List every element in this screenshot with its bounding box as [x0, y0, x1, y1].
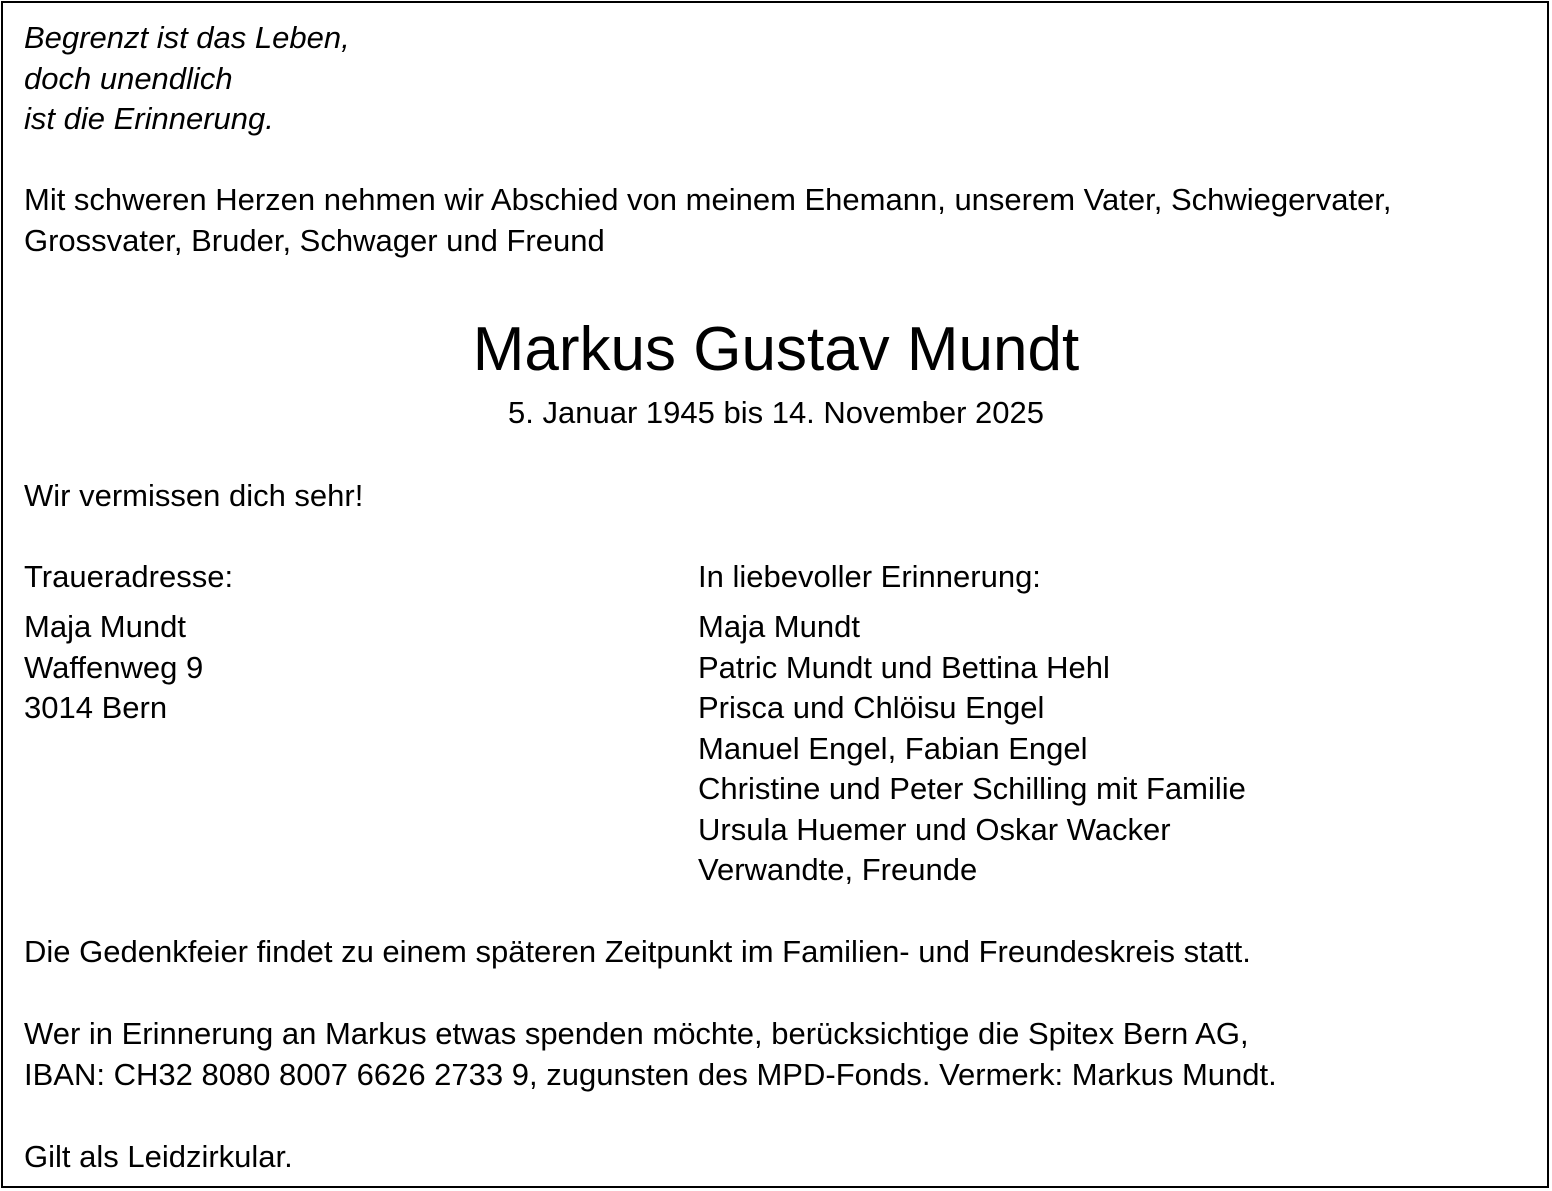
intro-line: Mit schweren Herzen nehmen wir Abschied von meinem Ehemann, unserem Vater, Schwiegervater, — [24, 182, 1392, 217]
mourners-list — [698, 607, 1246, 891]
mourner-name: Christine und Peter Schilling mit Familie — [698, 771, 1246, 806]
life-dates: 5. Januar 1945 bis 14. November 2025 — [508, 395, 1044, 430]
mourning-address-heading: Traueradresse: — [24, 559, 234, 594]
circular-note: Gilt als Leidzirkular. — [24, 1139, 293, 1174]
address-line: Maja Mundt — [24, 609, 186, 644]
mourning-address — [24, 607, 203, 729]
deceased-name: Markus Gustav Mundt — [472, 315, 1080, 384]
donation-line: IBAN: CH32 8080 8007 6626 2733 9, zugunsten des MPD-Fonds. Vermerk: Markus Mundt. — [24, 1056, 1277, 1092]
mourner-name: Ursula Huemer und Oskar Wacker — [698, 811, 1171, 847]
mourner-name: Patric Mundt und Bettina Hehl — [698, 649, 1110, 685]
verse-line: doch unendlich — [24, 60, 233, 96]
donation-notice — [24, 1014, 1277, 1095]
farewell-intro — [24, 180, 1392, 261]
verse-line: Begrenzt ist das Leben, — [24, 20, 350, 55]
donation-line: Wer in Erinnerung an Markus etwas spenden möchte, berücksichtige die Spitex Bern AG, — [24, 1016, 1249, 1051]
memorial-verse — [24, 18, 350, 140]
intro-line: Grossvater, Bruder, Schwager und Freund — [24, 222, 605, 258]
address-line: 3014 Bern — [24, 690, 168, 725]
mourner-name: Manuel Engel, Fabian Engel — [698, 730, 1088, 766]
mourner-name: Verwandte, Freunde — [698, 852, 978, 887]
ceremony-notice: Die Gedenkfeier findet zu einem späteren Zeitpunkt im Familien- und Freundeskreis statt. — [24, 934, 1251, 969]
memory-heading: In liebevoller Erinnerung: — [698, 559, 1041, 594]
mourner-name: Maja Mundt — [698, 609, 860, 644]
verse-line: ist die Erinnerung. — [24, 101, 274, 136]
mourner-name: Prisca und Chlöisu Engel — [698, 690, 1045, 725]
address-line: Waffenweg 9 — [24, 649, 204, 685]
miss-message: Wir vermissen dich sehr! — [24, 478, 364, 513]
